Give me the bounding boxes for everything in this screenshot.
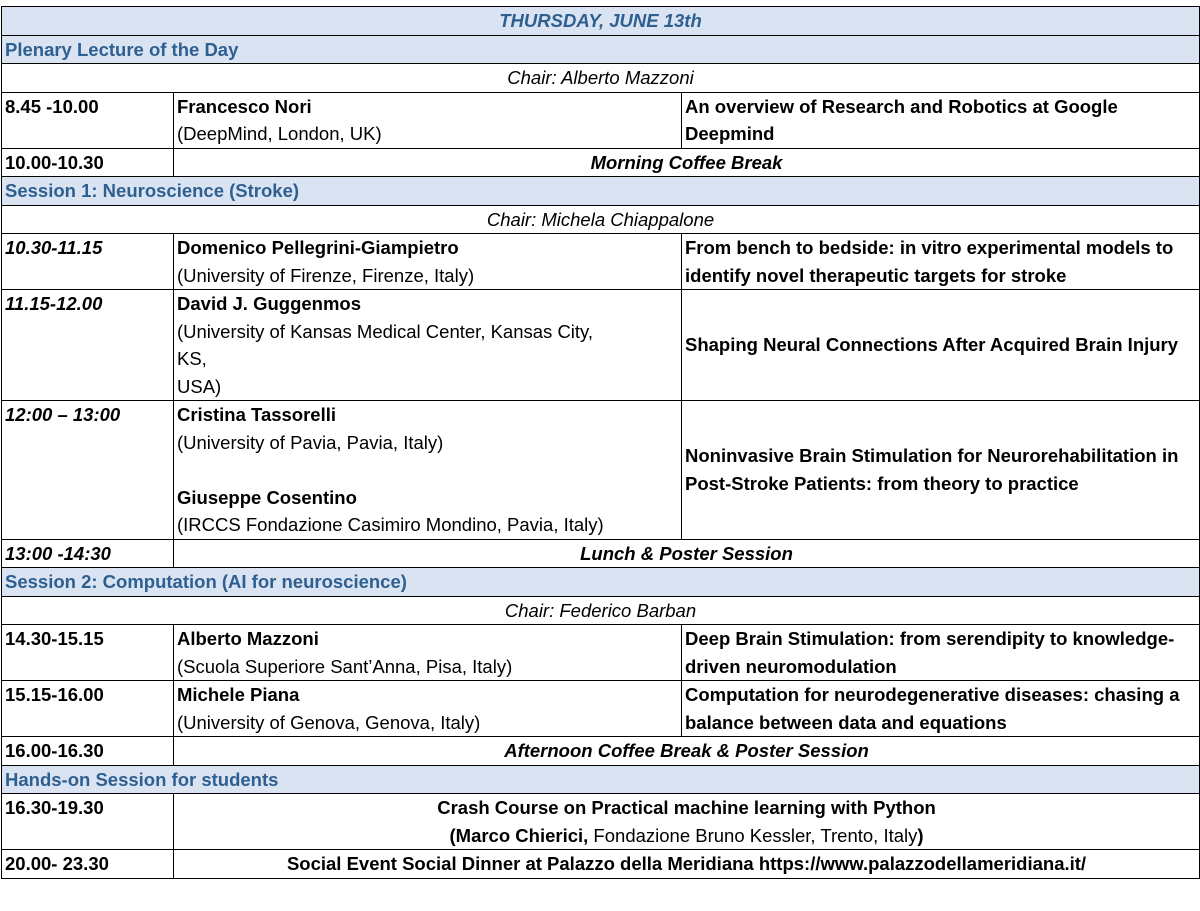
- talk-time: 15.15-16.00: [2, 681, 174, 737]
- speaker-affiliation: USA): [177, 375, 222, 397]
- table-row: [2, 92, 1200, 148]
- break-row: [2, 737, 1200, 766]
- break-label: Afternoon Coffee Break & Poster Session: [174, 737, 1200, 766]
- handson-header: Hands-on Session for students: [2, 765, 1200, 794]
- talk-speaker-cell: [174, 290, 682, 401]
- speaker-affiliation: (University of Kansas Medical Center, Kansas City,: [177, 320, 594, 342]
- speaker-name: David J. Guggenmos: [177, 293, 362, 314]
- table-row: [2, 625, 1200, 681]
- speaker-affiliation: (University of Pavia, Pavia, Italy): [177, 431, 444, 453]
- talk-time: 11.15-12.00: [2, 290, 174, 401]
- talk-time: 14.30-15.15: [2, 625, 174, 681]
- speaker-name: Giuseppe Cosentino: [177, 486, 357, 508]
- table-row: [2, 401, 1200, 540]
- talk-title: Shaping Neural Connections After Acquired Brain Injury: [682, 290, 1200, 401]
- speaker-name: Michele Piana: [177, 684, 300, 705]
- talk-title: Deep Brain Stimulation: from serendipity to knowledge-driven neuromodulation: [682, 625, 1200, 681]
- table-row: [2, 234, 1200, 290]
- talk-time: 8.45 -10.00: [2, 92, 174, 148]
- talk-title: An overview of Research and Robotics at Google Deepmind: [682, 92, 1200, 148]
- plenary-chair: Chair: Alberto Mazzoni: [2, 64, 1200, 93]
- social-label: Social Event Social Dinner at Palazzo della Meridiana https://www.palazzodellameridiana.it/: [174, 850, 1200, 879]
- session1-chair-row: [2, 205, 1200, 234]
- session2-header: Session 2: Computation (AI for neuroscience): [2, 568, 1200, 597]
- paren-close: ): [917, 824, 924, 846]
- speaker-name: Cristina Tassorelli: [177, 404, 337, 425]
- session2-chair: Chair: Federico Barban: [2, 596, 1200, 625]
- program-table: [1, 6, 1200, 879]
- session1-header: Session 1: Neuroscience (Stroke): [2, 177, 1200, 206]
- speaker-affiliation: (University of Genova, Genova, Italy): [177, 711, 481, 733]
- session2-header-row: [2, 568, 1200, 597]
- plenary-header-row: [2, 35, 1200, 64]
- session2-chair-row: [2, 596, 1200, 625]
- speaker-name: Alberto Mazzoni: [177, 628, 319, 649]
- paren-open: (: [449, 824, 456, 846]
- spacer: [177, 456, 678, 484]
- plenary-chair-row: [2, 64, 1200, 93]
- speaker-affiliation: (IRCCS Fondazione Casimiro Mondino, Pavia, Italy): [177, 514, 604, 535]
- social-row: [2, 850, 1200, 879]
- table-row: [2, 290, 1200, 401]
- course-instructor-line: [177, 822, 1196, 850]
- break-label: Morning Coffee Break: [174, 148, 1200, 177]
- table-row: [2, 794, 1200, 850]
- day-title: THURSDAY, JUNE 13th: [2, 7, 1200, 36]
- plenary-header: Plenary Lecture of the Day: [2, 35, 1200, 64]
- talk-time: 16.30-19.30: [2, 794, 174, 850]
- break-time: 16.00-16.30: [2, 737, 174, 766]
- speaker-name: Francesco Nori: [177, 95, 312, 117]
- speaker-name: Domenico Pellegrini-Giampietro: [177, 237, 459, 258]
- instructor-name: Marco Chierici,: [455, 824, 589, 846]
- session1-header-row: [2, 177, 1200, 206]
- talk-title: From bench to bedside: in vitro experimental models to identify novel therapeutic targets for stroke: [682, 234, 1200, 290]
- day-header-row: [2, 7, 1200, 36]
- speaker-affiliation: KS,: [177, 348, 207, 369]
- talk-time: 12:00 – 13:00: [2, 401, 174, 540]
- break-row: [2, 148, 1200, 177]
- break-time: 10.00-10.30: [2, 148, 174, 177]
- talk-speaker-cell: [174, 234, 682, 290]
- table-row: [2, 681, 1200, 737]
- speaker-affiliation: (DeepMind, London, UK): [177, 123, 382, 144]
- talk-time: 10.30-11.15: [2, 234, 174, 290]
- speaker-affiliation: (Scuola Superiore Sant’Anna, Pisa, Italy): [177, 655, 513, 677]
- course-title: Crash Course on Practical machine learning with Python: [437, 797, 936, 818]
- social-time: 20.00- 23.30: [2, 850, 174, 879]
- talk-speaker-cell: [174, 625, 682, 681]
- break-label: Lunch & Poster Session: [174, 539, 1200, 568]
- instructor-affiliation: Fondazione Bruno Kessler, Trento, Italy: [588, 824, 918, 846]
- break-row: [2, 539, 1200, 568]
- talk-speaker-cell: [174, 401, 682, 540]
- handson-cell: [174, 794, 1200, 850]
- talk-title: Computation for neurodegenerative diseases: chasing a balance between data and equations: [682, 681, 1200, 737]
- break-time: 13:00 -14:30: [2, 539, 174, 568]
- speaker-affiliation: (University of Firenze, Firenze, Italy): [177, 264, 475, 286]
- talk-title: Noninvasive Brain Stimulation for Neurorehabilitation in Post-Stroke Patients: from theory to practice: [682, 401, 1200, 540]
- session1-chair: Chair: Michela Chiappalone: [2, 205, 1200, 234]
- talk-speaker-cell: [174, 681, 682, 737]
- handson-header-row: [2, 765, 1200, 794]
- talk-speaker-cell: [174, 92, 682, 148]
